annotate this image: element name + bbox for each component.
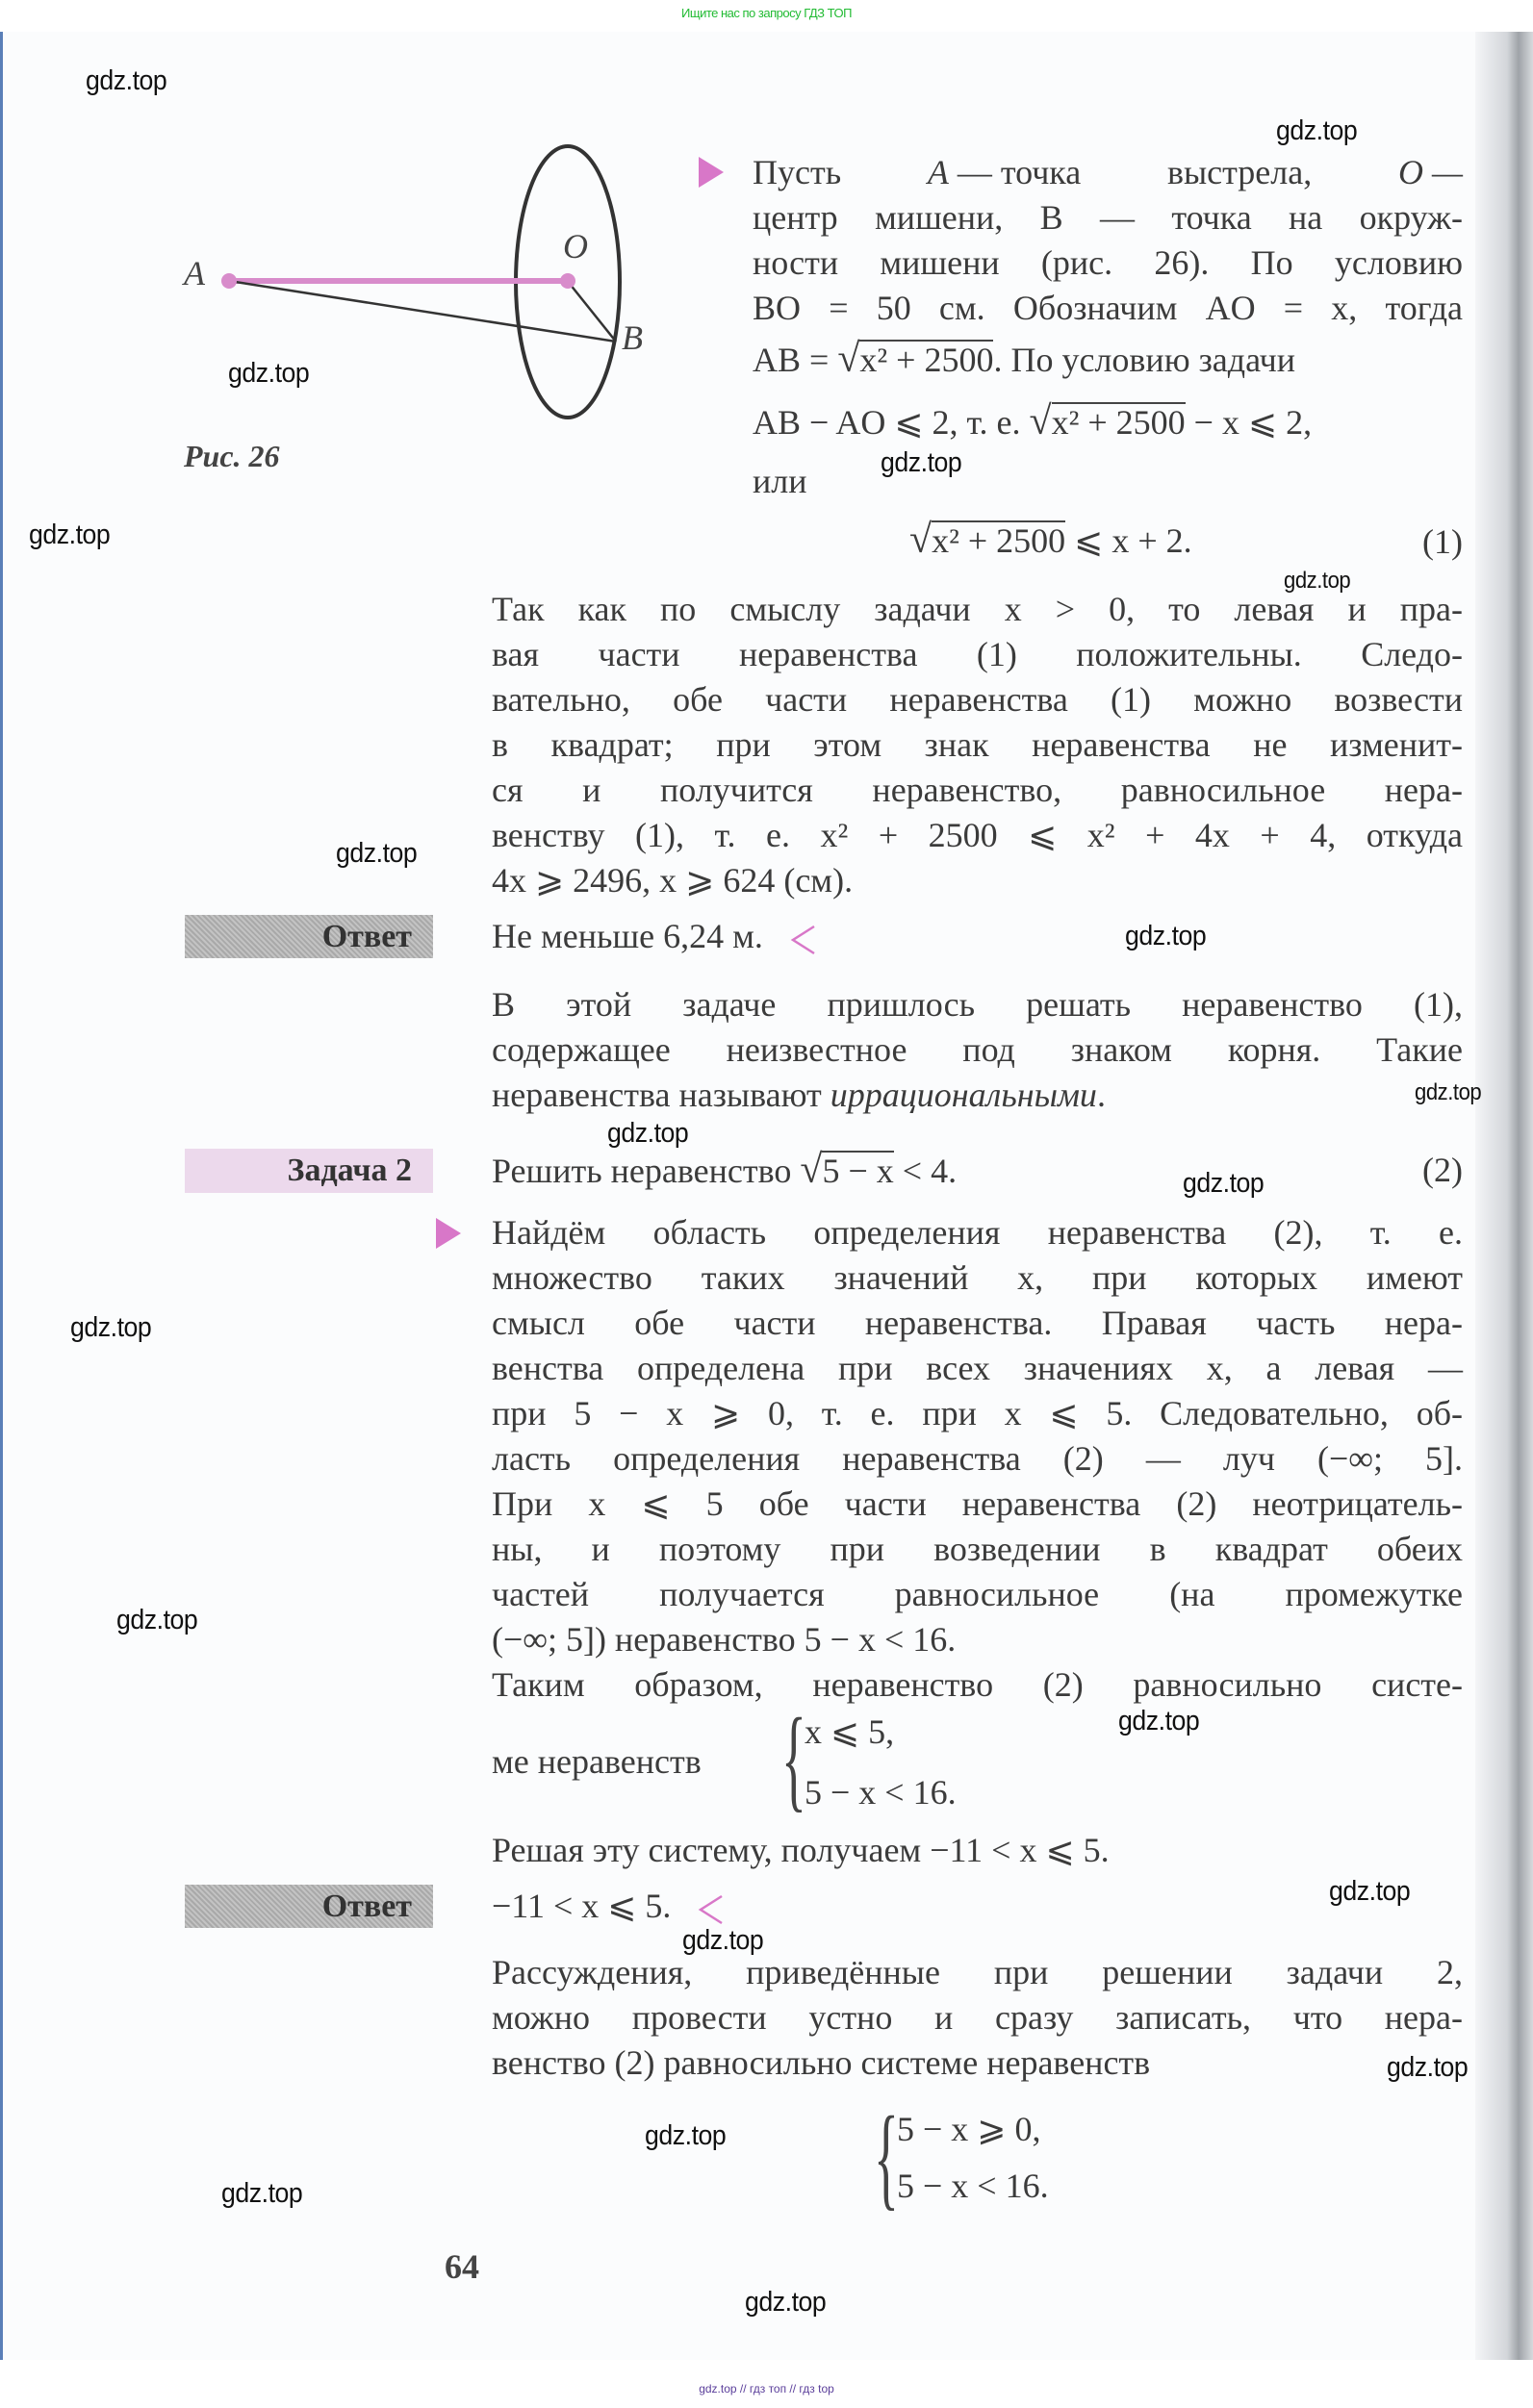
text-line: 4x ⩾ 2496, x ⩾ 624 (см). [492, 861, 854, 900]
watermark: gdz.top [1284, 568, 1351, 594]
text-line: венства определена при всех значениях x, а левая — [492, 1349, 1463, 1387]
watermark: gdz.top [1329, 1876, 1411, 1907]
text-line: в квадрат; при этом знак неравенства не изменит- [492, 725, 1463, 764]
watermark: gdz.top [881, 447, 962, 478]
solution-start-marker-icon [436, 1218, 461, 1249]
answer-2-text: −11 < x ⩽ 5. [492, 1884, 726, 1929]
system-line: 5 − x ⩾ 0, [897, 2110, 1041, 2148]
square-root: x² + 2500 [1051, 403, 1186, 442]
square-root: x² + 2500 [932, 521, 1066, 560]
answer-1-text: Не меньше 6,24 м. [492, 914, 818, 959]
solution-start-marker-icon [699, 157, 724, 188]
answer-label-box [185, 915, 433, 958]
text-line: венству (1), т. е. x² + 2500 ⩽ x² + 4x + 4, откуда [492, 816, 1463, 854]
watermark: gdz.top [1183, 1168, 1265, 1199]
watermark: gdz.top [70, 1312, 152, 1343]
text-line: вая части неравенства (1) положительны. Следо- [492, 635, 1463, 673]
text-line: BO = 50 см. Обозначим AO = x, тогда [753, 289, 1463, 327]
point-label-b: B [622, 318, 643, 357]
answer-label: Ответ [321, 919, 412, 954]
figure-caption: Рис. 26 [184, 439, 280, 473]
system-brace: { [781, 1694, 806, 1822]
watermark: gdz.top [1125, 921, 1207, 951]
text-line: можно провести устно и сразу записать, что нера- [492, 1998, 1463, 2037]
page-number: 64 [445, 2247, 479, 2286]
point-label-o: O [563, 227, 588, 266]
inequality-1: √x² + 2500 ⩽ x + 2. [909, 518, 1192, 562]
text-line: или [753, 462, 807, 500]
watermark: gdz.top [221, 2178, 303, 2209]
text-line: ны, и поэтому при возведении в квадрат обеих [492, 1530, 1463, 1568]
page-binding-shadow [1475, 32, 1533, 2360]
system-line: 5 − x < 16. [805, 1773, 957, 1812]
text-line: центр мишени, B — точка на окруж- [753, 198, 1463, 237]
text-line: (−∞; 5]) неравенство 5 − x < 16. [492, 1620, 957, 1659]
text-line: ме неравенств [492, 1742, 702, 1781]
system-line: x ⩽ 5, [805, 1712, 895, 1751]
watermark: gdz.top [29, 520, 111, 550]
square-root: x² + 2500 [859, 341, 994, 379]
text-line: при 5 − x ⩾ 0, т. е. при x ⩽ 5. Следовательно, об- [492, 1394, 1463, 1432]
watermark: gdz.top [116, 1605, 198, 1635]
figure-26-diagram [173, 144, 674, 433]
watermark: gdz.top [607, 1118, 689, 1149]
text-line: AB = √x² + 2500. По условию задачи [753, 337, 1296, 381]
watermark: gdz.top [745, 2287, 827, 2318]
text-line: ся и получится неравенство, равносильное нера- [492, 771, 1463, 809]
text-line: венство (2) равносильно системе неравенств [492, 2043, 1151, 2082]
square-root: 5 − x [822, 1152, 894, 1190]
answer-label: Ответ [321, 1888, 412, 1924]
watermark: gdz.top [1118, 1706, 1200, 1736]
task-label-box [185, 1149, 433, 1193]
text-line: смысл обе части неравенства. Правая часть нера- [492, 1304, 1463, 1342]
text-line: Рассуждения, приведённые при решении задачи 2, [492, 1953, 1463, 1991]
solution-end-marker-icon [789, 924, 818, 956]
watermark: gdz.top [682, 1925, 764, 1956]
page-left-edge [0, 32, 3, 2360]
task-2-statement: Решить неравенство √5 − x < 4. [492, 1148, 958, 1192]
text-line: Так как по смыслу задачи x > 0, то левая и пра- [492, 590, 1463, 628]
system-brace: { [874, 2092, 899, 2220]
text-line: При x ⩽ 5 обе части неравенства (2) неотрицатель- [492, 1484, 1463, 1523]
watermark: gdz.top [1276, 115, 1358, 146]
equation-number-1: (1) [1422, 522, 1463, 561]
footer-text: gdz.top // гдз топ // гдз top [699, 2382, 834, 2395]
banner-text: Ищите нас по запросу ГДЗ ТОП [681, 6, 852, 20]
text-line: неравенства называют иррациональными. [492, 1076, 1106, 1114]
watermark: gdz.top [1387, 2052, 1469, 2083]
text-line: ности мишени (рис. 26). По условию [753, 243, 1463, 282]
text-line: В этой задаче пришлось решать неравенство (1), [492, 985, 1463, 1024]
equation-number-2: (2) [1422, 1151, 1463, 1189]
text-line: Найдём область определения неравенства (2), т. е. [492, 1213, 1463, 1252]
text-line: содержащее неизвестное под знаком корня. Такие [492, 1030, 1463, 1069]
text-line: множество таких значений x, при которых имеют [492, 1258, 1463, 1297]
answer-label-box [185, 1885, 433, 1928]
point-label-a: A [184, 254, 205, 292]
watermark: gdz.top [1415, 1079, 1482, 1105]
text-line: частей получается равносильное (на промежутке [492, 1575, 1463, 1613]
text-line: ласть определения неравенства (2) — луч (−∞; 5]. [492, 1439, 1463, 1478]
text-line: Таким образом, неравенство (2) равносильно систе- [492, 1665, 1463, 1704]
system-line: 5 − x < 16. [897, 2167, 1049, 2205]
task-label: Задача 2 [287, 1153, 412, 1188]
watermark: gdz.top [645, 2120, 727, 2151]
watermark: gdz.top [86, 65, 167, 96]
text-line: Пусть A — точка выстрела, O — [753, 153, 1463, 191]
top-banner [0, 0, 1533, 29]
text-line: AB − AO ⩽ 2, т. е. √x² + 2500 − x ⩽ 2, [753, 399, 1313, 444]
emphasized-term: иррациональными [830, 1076, 1097, 1114]
text-line: вательно, обе части неравенства (1) можно возвести [492, 680, 1463, 719]
text-line: Решая эту систему, получаем −11 < x ⩽ 5. [492, 1831, 1110, 1869]
solution-end-marker-icon [697, 1893, 726, 1926]
watermark: gdz.top [228, 358, 310, 389]
watermark: gdz.top [336, 838, 418, 869]
